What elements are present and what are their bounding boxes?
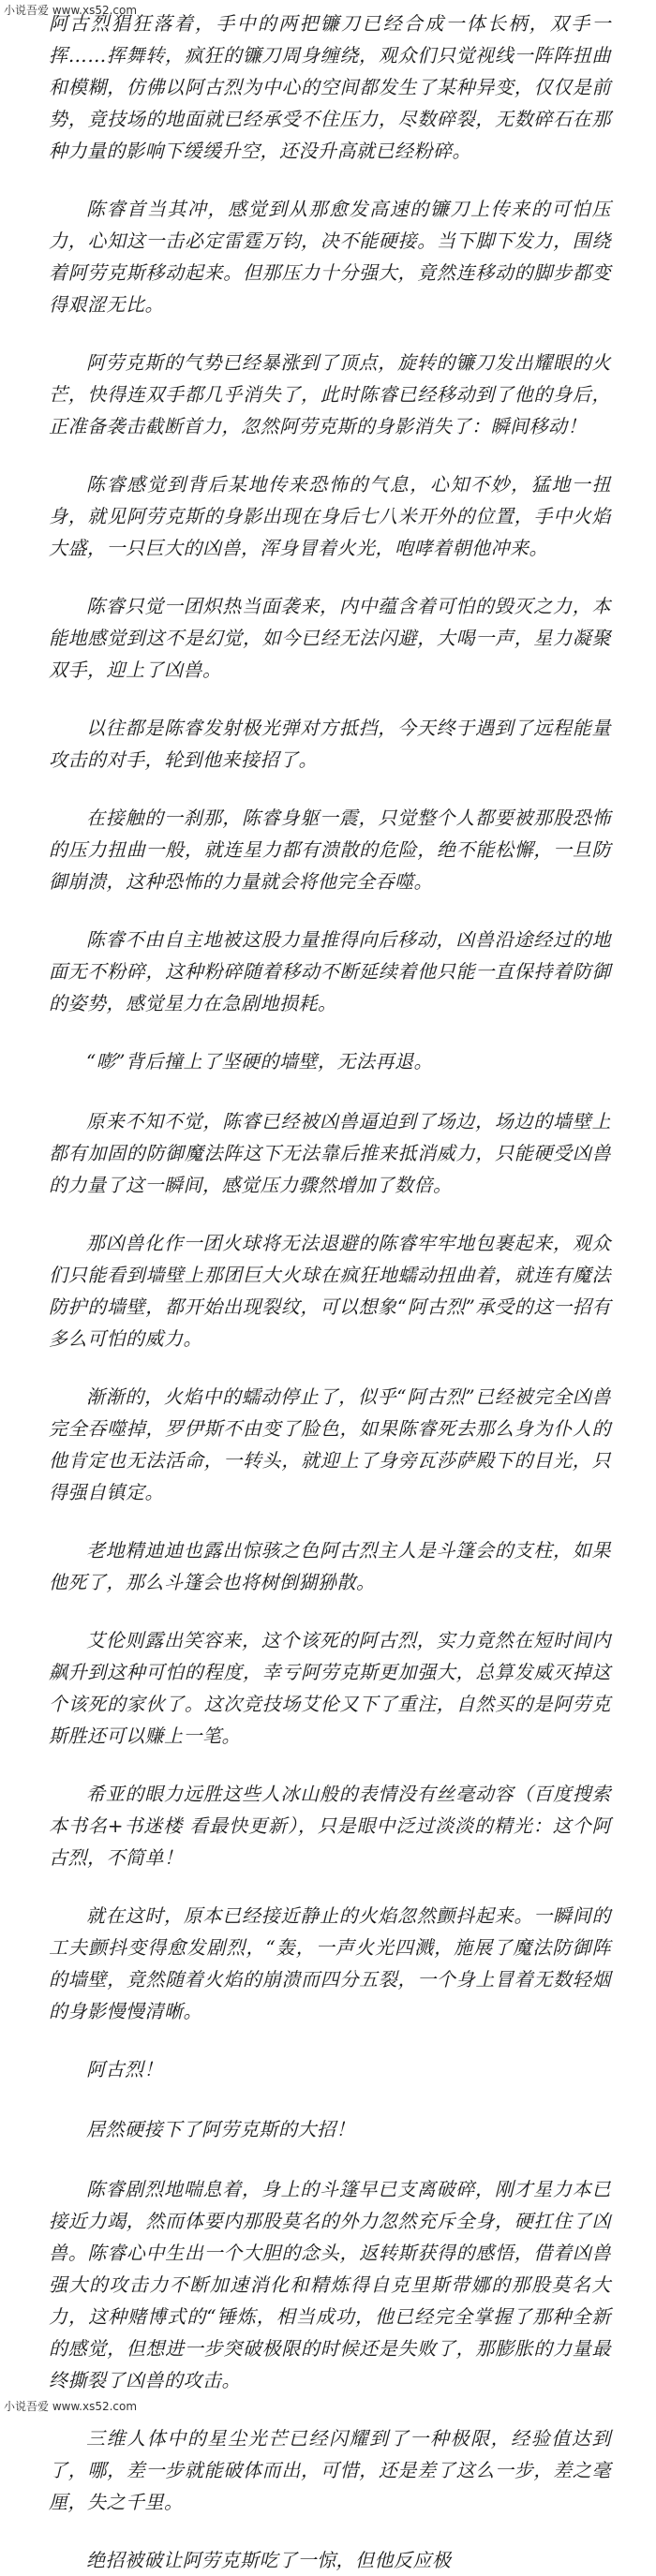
paragraph: 原来不知不觉，陈睿已经被凶兽逼迫到了场边，场边的墙壁上都有加固的防御魔法阵这下无法靠后推来抵消威力，只能硬受凶兽的力量了这一瞬间，感觉压力骤然增加了数倍。 (49, 1110, 611, 1196)
paragraph: 居然硬接下了阿劳克斯的大招！ (86, 2118, 355, 2140)
paragraph: 渐渐的，火焰中的蠕动停止了，似乎“阿古烈”已经被完全凶兽完全吞噬掉，罗伊斯不由变了脸色，如果陈睿死去那么身为仆人的他肯定也无法活命，一转头，就迎上了身旁瓦莎萨殿下的目光，只得强自镇定。 (49, 1385, 611, 1503)
paragraph: 以往都是陈睿发射极光弹对方抵挡，今天终于遇到了远程能量攻击的对手，轮到他来接招了。 (49, 717, 611, 771)
paragraph: 陈睿感觉到背后某地传来恐怖的气息，心知不妙，猛地一扭身，就见阿劳克斯的身影出现在身后七八米开外的位置，手中火焰大盛，一只巨大的凶兽，浑身冒着火光，咆哮着朝他冲来。 (49, 473, 611, 559)
paragraph: 那凶兽化作一团火球将无法退避的陈睿牢牢地包裹起来，观众们只能看到墙壁上那团巨大火球在疯狂地蠕动扭曲着，就连有魔法防护的墙壁，都开始出现裂纹，可以想象“阿古烈”承受的这一招有多么可怕的威力。 (49, 1232, 611, 1350)
paragraph: 陈睿只觉一团炽热当面袭来，内中蕴含着可怕的毁灭之力，本能地感觉到这不是幻觉，如今已经无法闪避，大喝一声，星力凝聚双手，迎上了凶兽。 (49, 595, 611, 681)
paragraph: 艾伦则露出笑容来，这个该死的阿古烈，实力竟然在短时间内飙升到这种可怕的程度，幸亏阿劳克斯更加强大，总算发威灭掉这个该死的家伙了。这次竞技场艾伦又下了重注，自然买的是阿劳克斯胜还可以赚上一笔。 (49, 1629, 611, 1747)
site-watermark-bottom: 小说吾爱 www.xs52.com (4, 2400, 138, 2413)
paragraph: 陈睿不由自主地被这股力量推得向后移动，凶兽沿途经过的地面无不粉碎，这种粉碎随着移动不断延续着他只能一直保持着防御的姿势，感觉星力在急剧地损耗。 (49, 928, 611, 1014)
paragraph: 三维人体中的星尘光芒已经闪耀到了一种极限，经验值达到了，哪，差一步就能破体而出，可惜，还是差了这么一步，差之毫厘，失之千里。 (49, 2427, 611, 2513)
paragraph: 老地精迪迪也露出惊骇之色阿古烈主人是斗篷会的支柱，如果他死了，那么斗篷会也将树倒猢狲散。 (49, 1539, 611, 1593)
paragraph: “嘭”背后撞上了坚硬的墙壁，无法再退。 (86, 1050, 433, 1073)
site-watermark-top: 小说吾爱 www.xs52.com (4, 4, 138, 17)
paragraph: 阿劳克斯的气势已经暴涨到了顶点，旋转的镰刀发出耀眼的火芒，快得连双手都几乎消失了，此时陈睿已经移动到了他的身后，正准备袭击截断首力，忽然阿劳克斯的身影消失了：瞬间移动！ (49, 351, 611, 437)
paragraph: 希亚的眼力远胜这些人冰山般的表情没有丝毫动容（百度搜索本书名+书迷楼 看最快更新），只是眼中泛过淡淡的精光：这个阿古烈，不简单！ (49, 1783, 611, 1869)
paragraph: 阿古烈！ (86, 2058, 163, 2080)
page-footer (0, 2398, 656, 2417)
paragraph: 绝招被破让阿劳克斯吃了一惊，但他反应极 (86, 2549, 452, 2571)
paragraph: 就在这时，原本已经接近静止的火焰忽然颤抖起来。一瞬间的工夫颤抖变得愈发剧烈，“轰，一声火光四溅，施展了魔法防御阵的墙壁，竟然随着火焰的崩溃而四分五裂，一个身上冒着无数轻烟的身影慢慢清晰。 (49, 1904, 611, 2022)
paragraph: 陈睿首当其冲，感觉到从那愈发高速的镰刀上传来的可怕压力，心知这一击必定雷霆万钧，决不能硬接。当下脚下发力，围绕着阿劳克斯移动起来。但那压力十分强大，竟然连移动的脚步都变得艰涩无比。 (49, 198, 611, 316)
paragraph: 陈睿剧烈地喘息着，身上的斗篷早已支离破碎，刚才星力本已接近力竭，然而体要内那股莫名的外力忽然充斥全身，硬扛住了凶兽。陈睿心中生出一个大胆的念头，返转斯获得的感悟，借着凶兽强大的攻击力不断加速消化和精炼得自克里斯带娜的那股莫名大力，这种赌博式的“锤炼，相当成功，他已经完全掌握了那种全新的感觉，但想进一步突破极限的时候还是失败了，那膨胀的力量最终撕裂了凶兽的攻击。 (49, 2178, 611, 2391)
paragraph: 在接触的一刹那，陈睿身躯一震，只觉整个人都要被那股恐怖的压力扭曲一般，就连星力都有溃散的危险，绝不能松懈，一旦防御崩溃，这种恐怖的力量就会将他完全吞噬。 (49, 807, 611, 893)
paragraph: 阿古烈猖狂落着，手中的两把镰刀已经合成一体长柄，双手一挥……挥舞转，疯狂的镰刀周身缠绕，观众们只觉视线一阵阵扭曲和模糊，仿佛以阿古烈为中心的空间都发生了某种异变，仅仅是前势，竟技场的地面就已经承受不住压力，尽数碎裂，无数碎石在那种力量的影响下缓缓升空，还没升高就已经粉碎。 (49, 12, 611, 162)
